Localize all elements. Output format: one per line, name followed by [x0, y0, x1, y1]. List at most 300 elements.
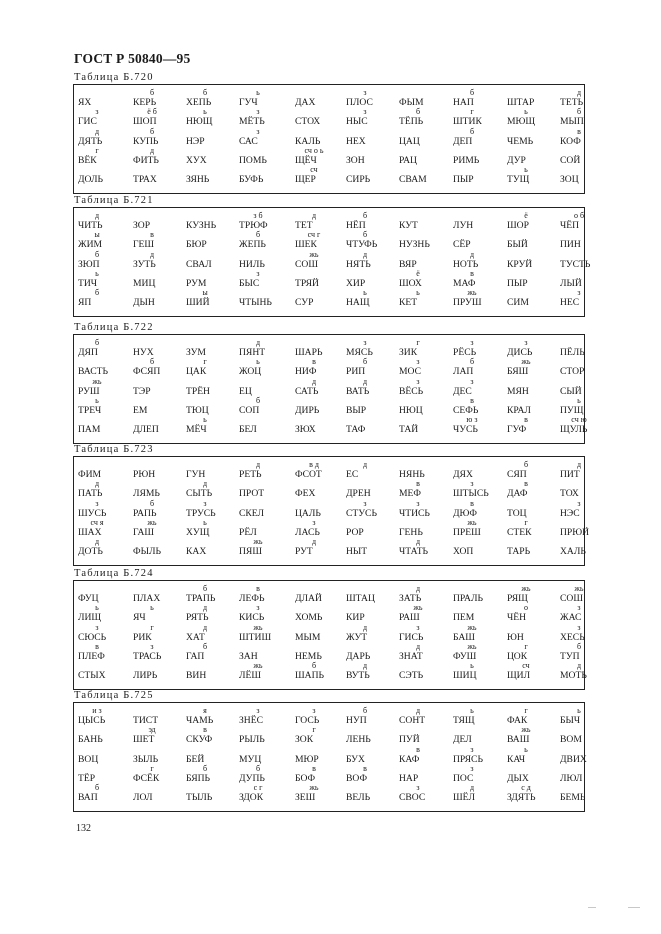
word-text: СОП — [239, 404, 260, 416]
word-text: ЛЯМЬ — [133, 488, 160, 500]
word-text: РАШ — [399, 612, 420, 624]
word-text: ТЫЛЬ — [186, 792, 213, 804]
word-text: РУТ — [295, 546, 313, 558]
phonetic-mark: с г — [253, 783, 263, 793]
word-text: СКУФ — [186, 734, 213, 746]
word-text: РЕТЬ — [239, 469, 262, 480]
phonetic-mark: д — [415, 706, 421, 715]
phonetic-mark: в — [312, 763, 316, 773]
word-text: ШТАЦ — [346, 593, 375, 604]
word-table — [73, 207, 591, 317]
phonetic-mark: д — [469, 783, 475, 793]
word-text: ЛЫЙ — [560, 277, 582, 289]
phonetic-mark: сч г — [307, 230, 321, 240]
word-text: ДАРЬ — [346, 650, 371, 662]
phonetic-mark: г — [95, 145, 99, 155]
word-text: БЯПЬ — [186, 772, 211, 784]
phonetic-mark: з — [256, 126, 260, 136]
phonetic-mark: д — [311, 537, 317, 547]
phonetic-mark: ь — [203, 107, 207, 117]
word-text: ПРАЛЬ — [453, 593, 483, 604]
word-text: ТЭР — [133, 385, 151, 397]
phonetic-mark: д — [311, 211, 317, 220]
phonetic-mark: б — [202, 584, 208, 593]
word-text: КУТ — [399, 220, 418, 231]
word-text: ЗЯНЬ — [186, 174, 210, 186]
word-text: БЯШ — [507, 366, 529, 378]
phonetic-mark: д — [94, 126, 100, 136]
word-text: ШУСЬ — [78, 507, 107, 519]
word-text: ЖАС — [560, 612, 582, 624]
word-text: НОТЬ — [453, 258, 479, 270]
phonetic-mark: жь — [467, 288, 477, 298]
phonetic-mark: в — [256, 584, 260, 593]
phonetic-mark: з б — [253, 211, 263, 220]
phonetic-mark: д — [94, 479, 100, 489]
word-text: ДВИХ — [560, 753, 587, 765]
word-text: ЛЁШ — [239, 670, 262, 682]
word-text: ЗНАТ — [399, 650, 423, 662]
phonetic-mark: з — [470, 376, 474, 386]
phonetic-mark: б — [576, 641, 582, 651]
word-text: ЦЫСЬ — [78, 715, 106, 726]
word-text: ГИС — [78, 116, 97, 128]
word-text: ЧТИСЬ — [399, 507, 430, 519]
word-text: МАФ — [453, 277, 476, 289]
word-text: ХАЛЬ — [560, 546, 586, 558]
word-text: ПИН — [560, 239, 581, 251]
phonetic-mark: б — [469, 126, 475, 136]
phonetic-mark: д — [362, 376, 368, 386]
word-text: НЮЦ — [399, 404, 423, 416]
word-text: ХУХ — [186, 154, 207, 166]
word-text: ХЕПЬ — [186, 97, 212, 108]
phonetic-mark: б — [523, 460, 529, 469]
phonetic-mark: г — [150, 622, 154, 632]
word-text: КОФ — [560, 135, 581, 147]
word-text: ФЕХ — [295, 488, 316, 500]
word-text: ЦАК — [186, 366, 207, 378]
word-text: ТРЮФ — [239, 220, 268, 231]
phonetic-mark: б — [362, 706, 368, 715]
phonetic-mark: эд — [148, 725, 156, 735]
phonetic-mark: и з — [92, 706, 102, 715]
phonetic-mark: жь — [309, 783, 319, 793]
phonetic-mark: ь — [95, 395, 99, 405]
phonetic-mark: з — [256, 107, 260, 117]
word-text: ПЯНТ — [239, 347, 266, 358]
word-text: ДЯХ — [453, 469, 473, 480]
word-text: ПЛЕФ — [78, 650, 105, 662]
phonetic-mark: ё — [416, 268, 420, 278]
phonetic-mark: б — [362, 211, 368, 220]
word-text: ГАП — [186, 650, 205, 662]
word-text: ЗЮП — [78, 258, 100, 270]
word-text: БЫС — [239, 277, 260, 289]
word-text: СТУСЬ — [346, 507, 377, 519]
word-text: МЫП — [560, 116, 584, 128]
phonetic-mark: д — [149, 249, 155, 259]
word-text: СОШ — [560, 593, 584, 604]
word-text: ПЫР — [453, 174, 474, 186]
phonetic-mark: г — [150, 763, 154, 773]
phonetic-mark: з — [203, 498, 207, 508]
word-text: НЮЩ — [186, 116, 213, 128]
phonetic-mark: ь — [577, 395, 581, 405]
word-text: ЛИРЬ — [133, 670, 158, 682]
phonetic-mark: в — [470, 498, 474, 508]
word-text: НЕС — [560, 297, 580, 309]
phonetic-mark: ы — [202, 288, 208, 298]
word-text: ПУЩ — [560, 404, 584, 416]
word-text: СЫЙ — [560, 385, 582, 397]
phonetic-mark: д — [94, 211, 100, 220]
phonetic-mark: б — [149, 357, 155, 367]
word-text: ШАПЬ — [295, 670, 325, 682]
word-text: БЕЛ — [239, 424, 257, 436]
phonetic-mark: ь — [524, 107, 528, 117]
phonetic-mark: д — [362, 249, 368, 259]
word-text: СЯП — [507, 469, 527, 480]
phonetic-mark: з — [363, 338, 367, 347]
word-text: ДИРЬ — [295, 404, 320, 416]
phonetic-mark: б — [94, 288, 100, 298]
table-row — [74, 212, 584, 232]
word-text: МЕФ — [399, 488, 421, 500]
table-title: Таблица Б.725 — [74, 690, 154, 701]
word-text: ШИЙ — [186, 297, 210, 309]
word-text: РОР — [346, 526, 364, 538]
phonetic-mark: з — [312, 706, 316, 715]
word-text: ФСЁК — [133, 772, 160, 784]
phonetic-mark: д — [149, 145, 155, 155]
phonetic-mark: з — [95, 498, 99, 508]
phonetic-mark: жь — [467, 622, 477, 632]
phonetic-mark: з — [470, 763, 474, 773]
word-text: ТРУСЬ — [186, 507, 216, 519]
phonetic-mark: д — [576, 460, 582, 469]
phonetic-mark: з — [416, 357, 420, 367]
word-text: ПЫР — [507, 277, 528, 289]
word-text: ШОХ — [399, 277, 422, 289]
phonetic-mark: д — [202, 603, 208, 613]
word-text: СТОХ — [295, 116, 321, 128]
word-text: ЕС — [346, 469, 359, 480]
word-text: ЗДОК — [239, 792, 264, 804]
word-text: ЩЁЧ — [295, 154, 317, 166]
phonetic-mark: з — [256, 268, 260, 278]
word-text: ЖУТ — [346, 631, 368, 643]
word-text: ВОМ — [560, 734, 582, 746]
word-text: ПРОТ — [239, 488, 265, 500]
word-text: ЯХ — [78, 97, 92, 108]
word-text: КРАЛ — [507, 404, 531, 416]
word-text: НУХ — [133, 347, 154, 358]
phonetic-mark: в — [150, 230, 154, 240]
phonetic-mark: з — [577, 622, 581, 632]
word-text: НЕХ — [346, 135, 366, 147]
word-text: ФСЯП — [133, 366, 161, 378]
word-text: ТУЩ — [507, 174, 530, 186]
word-text: ТРЯЙ — [295, 277, 319, 289]
phonetic-mark: з — [363, 498, 367, 508]
word-text: РИМЬ — [453, 154, 480, 166]
phonetic-mark: жь — [467, 641, 477, 651]
phonetic-mark: б — [415, 107, 421, 117]
scan-artifact — [628, 907, 640, 908]
phonetic-mark: жь — [309, 249, 319, 259]
phonetic-mark: ь — [416, 288, 420, 298]
phonetic-mark: б — [94, 249, 100, 259]
word-text: ЗУТЬ — [133, 258, 156, 270]
table-row — [74, 624, 584, 644]
table-row — [74, 270, 584, 290]
phonetic-mark: ь — [363, 288, 367, 298]
word-text: ДРЕН — [346, 488, 371, 500]
table-row — [74, 108, 584, 128]
word-text: МОС — [399, 366, 421, 378]
word-text: ШАХ — [78, 526, 102, 538]
phonetic-mark: в д — [309, 460, 319, 469]
page-number: 132 — [76, 823, 91, 834]
table-row — [74, 128, 584, 148]
phonetic-mark: сч ю — [571, 415, 587, 425]
phonetic-mark: д — [576, 661, 582, 671]
word-text: САТЬ — [295, 385, 319, 397]
word-text: СТЫХ — [78, 670, 106, 682]
word-text: ЕЦ — [239, 385, 252, 397]
word-text: ЩУЛЬ — [560, 424, 588, 436]
word-text: ЩИЛ — [507, 670, 531, 682]
word-text: ВЁК — [78, 154, 97, 166]
phonetic-mark: б — [202, 763, 208, 773]
word-text: РЁСЬ — [453, 347, 477, 358]
phonetic-mark: в — [577, 126, 581, 136]
phonetic-mark: б — [94, 338, 100, 347]
phonetic-mark: ь — [150, 603, 154, 613]
word-text: ШОП — [133, 116, 157, 128]
word-text: СВАЛ — [186, 258, 212, 270]
word-text: ЕМ — [133, 404, 148, 416]
word-text: ГУФ — [507, 424, 527, 436]
word-text: СУР — [295, 297, 314, 309]
word-text: ВЫР — [346, 404, 367, 416]
word-text: БЕЙ — [186, 753, 205, 765]
word-text: ПАМ — [78, 424, 101, 436]
word-text: ТРАПЬ — [186, 593, 216, 604]
word-text: СКЕЛ — [239, 507, 265, 519]
word-text: ЩЕР — [295, 174, 316, 186]
phonetic-mark: о — [524, 603, 528, 613]
word-text: ДЕС — [453, 385, 472, 397]
table-row — [74, 726, 584, 746]
word-text: ПРЮЙ — [560, 526, 590, 538]
word-text: КРУЙ — [507, 258, 533, 270]
word-text: КЕРЬ — [133, 97, 157, 108]
word-text: ШТИШ — [239, 631, 272, 643]
phonetic-mark: з — [363, 107, 367, 117]
word-text: ХЕСЬ — [560, 631, 585, 643]
word-text: МЯСЬ — [346, 347, 373, 358]
word-text: ДЕП — [453, 135, 473, 147]
word-text: ДАХ — [295, 97, 316, 108]
phonetic-mark: жь — [574, 584, 584, 593]
word-text: ЗЕШ — [295, 792, 316, 804]
table-row — [74, 784, 584, 804]
word-text: ЗОР — [133, 220, 151, 231]
phonetic-mark: з — [416, 622, 420, 632]
word-text: ЧЁП — [560, 220, 580, 231]
word-text: ШТЫСЬ — [453, 488, 489, 500]
word-text: РЁЛ — [239, 526, 257, 538]
word-text: ДИСЬ — [507, 347, 533, 358]
phonetic-mark: в — [363, 763, 367, 773]
word-text: ТУСТЬ — [560, 258, 591, 270]
word-text: НАЩ — [346, 297, 370, 309]
word-text: ДОТЬ — [78, 546, 103, 558]
phonetic-mark: о б — [573, 211, 585, 220]
phonetic-mark: г — [470, 107, 474, 117]
phonetic-mark: в — [416, 479, 420, 489]
word-text: РЯЩ — [507, 593, 528, 604]
word-text: ДЯП — [78, 347, 98, 358]
word-text: ТОЦ — [507, 507, 527, 519]
phonetic-mark: ь — [577, 706, 581, 715]
phonetic-mark: в — [470, 268, 474, 278]
word-text: НЯНЬ — [399, 469, 425, 480]
word-text: ЧАМЬ — [186, 715, 214, 726]
word-text: МУЦ — [239, 753, 262, 765]
phonetic-mark: ы — [94, 230, 100, 240]
word-text: МЫМ — [295, 631, 321, 643]
word-text: ТАФ — [346, 424, 366, 436]
phonetic-mark: жь — [253, 622, 263, 632]
word-text: ТУП — [560, 650, 580, 662]
table-title: Таблица Б.721 — [74, 195, 154, 206]
word-text: МЮЩ — [507, 116, 536, 128]
table-row — [74, 147, 584, 167]
table-row — [74, 538, 584, 558]
word-text: НЭС — [560, 507, 580, 519]
word-text: КАФ — [399, 753, 420, 765]
word-text: РУШ — [78, 385, 100, 397]
word-text: БУХ — [346, 753, 365, 765]
word-text: ДАФ — [507, 488, 528, 500]
word-text: ЛИЩ — [78, 612, 102, 624]
word-text: ЧТЫНЬ — [239, 297, 272, 309]
phonetic-mark: д — [311, 376, 317, 386]
phonetic-mark: в — [416, 744, 420, 754]
phonetic-mark: з — [416, 376, 420, 386]
word-text: СИМ — [507, 297, 529, 309]
word-text: ЧУСЬ — [453, 424, 478, 436]
word-text: СТЕК — [507, 526, 532, 538]
word-text: ФСОТ — [295, 469, 322, 480]
word-text: РЫЛЬ — [239, 734, 265, 746]
word-text: ГАШ — [133, 526, 155, 538]
word-text: СЁР — [453, 239, 471, 251]
phonetic-mark: б — [255, 395, 261, 405]
word-text: ЦОК — [507, 650, 528, 662]
word-text: БАШ — [453, 631, 475, 643]
phonetic-mark: б — [202, 641, 208, 651]
word-text: МЁЧ — [186, 424, 207, 436]
word-text: КЕТ — [399, 297, 418, 309]
word-text: РЮН — [133, 469, 156, 480]
phonetic-mark: сч — [310, 165, 318, 175]
word-text: НАП — [453, 97, 474, 108]
table-row — [74, 378, 584, 398]
phonetic-mark: д — [576, 88, 582, 97]
table-row — [74, 249, 591, 271]
phonetic-mark: д — [202, 622, 208, 632]
word-text: ВАСТЬ — [78, 366, 109, 378]
word-text: ГУН — [186, 469, 206, 480]
phonetic-mark: в — [524, 415, 528, 425]
word-text: ЗУМ — [186, 347, 206, 358]
word-text: ЗАТЬ — [399, 593, 422, 604]
word-text: ПРЕШ — [453, 526, 481, 538]
word-text: ФАК — [507, 715, 528, 726]
word-text: ЗОН — [346, 154, 365, 166]
phonetic-mark: жь — [521, 725, 531, 735]
phonetic-mark: з — [95, 622, 99, 632]
word-text: КУЗНЬ — [186, 220, 217, 231]
word-text: ШЕК — [295, 239, 317, 251]
word-text: ТЁПЬ — [399, 116, 424, 128]
word-text: ШЕТ — [133, 734, 155, 746]
phonetic-mark: б — [202, 88, 208, 97]
word-text: РЯТЬ — [186, 612, 209, 624]
word-text: ТАЙ — [399, 424, 419, 436]
phonetic-mark: г — [416, 338, 420, 347]
word-text: ПЕМ — [453, 612, 475, 624]
phonetic-mark: б — [362, 230, 368, 240]
phonetic-mark: б — [149, 498, 155, 508]
phonetic-mark: жь — [253, 661, 263, 671]
word-text: БЕМЬ — [560, 792, 586, 804]
word-text: РАПЬ — [133, 507, 157, 519]
word-text: СИРЬ — [346, 174, 371, 186]
word-text: НЕМЬ — [295, 650, 322, 662]
table-row — [74, 480, 584, 500]
table-row — [74, 358, 584, 378]
phonetic-mark: з — [577, 603, 581, 613]
word-text: ЦАЦ — [399, 135, 420, 147]
word-text: СЫТЬ — [186, 488, 213, 500]
word-text: ЗАН — [239, 650, 258, 662]
word-text: СОНТ — [399, 715, 426, 726]
word-table — [73, 702, 585, 812]
word-text: НУЗНЬ — [399, 239, 430, 251]
word-text: РАЦ — [399, 154, 417, 166]
word-text: ПРУШ — [453, 297, 482, 309]
table-row — [74, 166, 584, 186]
word-text: ЗОЦ — [560, 174, 579, 186]
phonetic-mark: д — [94, 537, 100, 547]
word-text: ЧТУФЬ — [346, 239, 378, 251]
phonetic-mark: г — [203, 357, 207, 367]
table-title: Таблица Б.720 — [74, 72, 154, 83]
phonetic-mark: г — [312, 725, 316, 735]
phonetic-mark: в — [524, 479, 528, 489]
word-text: ЗНЁС — [239, 715, 263, 726]
phonetic-mark: з — [256, 603, 260, 613]
word-text: ТЯЩ — [453, 715, 475, 726]
word-text: ТРЁН — [186, 385, 210, 397]
word-text: ДУПЬ — [239, 772, 265, 784]
phonetic-mark: д — [255, 338, 261, 347]
